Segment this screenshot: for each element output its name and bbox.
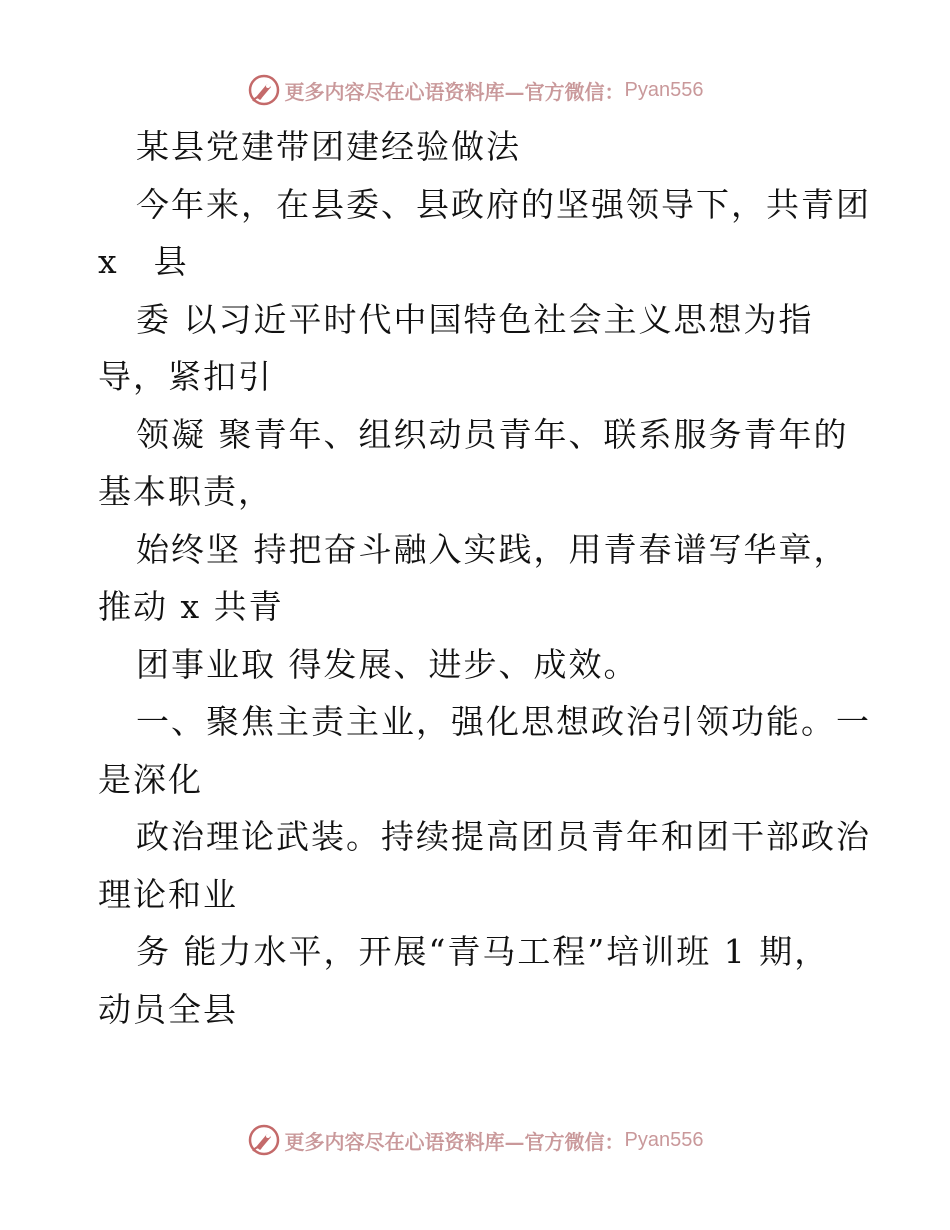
paragraph-line: 政治理论武装。持续提高团员青年和团干部政治 bbox=[136, 817, 871, 856]
document-body bbox=[98, 118, 871, 1038]
document-title: 某县党建带团建经验做法 bbox=[136, 127, 521, 166]
paragraph-line: x 县 bbox=[98, 242, 189, 281]
paragraph-line: 始终坚 持把奋斗融入实践，用青春谱写华章， bbox=[136, 529, 849, 569]
paragraph-line: 领凝 聚青年、组织动员青年、联系服务青年的 bbox=[136, 414, 849, 454]
paragraph-line: 是深化 bbox=[98, 759, 203, 799]
paragraph-line: 务 能力水平，开展“青马工程”培训班 1 期， bbox=[136, 932, 830, 971]
paragraph-line: 基本职责， bbox=[98, 472, 273, 511]
paragraph-line: 今年来，在县委、县政府的坚强领导下，共青团 bbox=[136, 184, 871, 224]
section-heading-line: 一、聚焦主责主业，强化思想政治引领功能。一 bbox=[136, 702, 871, 741]
paragraph-line: 团事业取 得发展、进步、成效。 bbox=[136, 644, 639, 684]
header-watermark-banner bbox=[0, 70, 950, 110]
paragraph-line: 动员全县 bbox=[98, 989, 238, 1029]
paragraph-line: 理论和业 bbox=[98, 874, 238, 914]
footer-watermark-banner bbox=[0, 1120, 950, 1160]
watermark-contact: Pyan556 bbox=[624, 78, 704, 101]
watermark-contact: Pyan556 bbox=[624, 1128, 704, 1151]
pen-nib-seal-icon bbox=[247, 1123, 281, 1157]
watermark-text: 更多内容尽在心语资料库—官方微信： bbox=[284, 79, 625, 104]
paragraph-line: 导，紧扣引 bbox=[98, 357, 273, 396]
watermark-text: 更多内容尽在心语资料库—官方微信： bbox=[284, 1129, 625, 1154]
paragraph-line: 委 以习近平时代中国特色社会主义思想为指 bbox=[136, 299, 814, 339]
paragraph-line: 推动 x 共青 bbox=[98, 587, 284, 626]
pen-nib-seal-icon bbox=[247, 73, 281, 107]
